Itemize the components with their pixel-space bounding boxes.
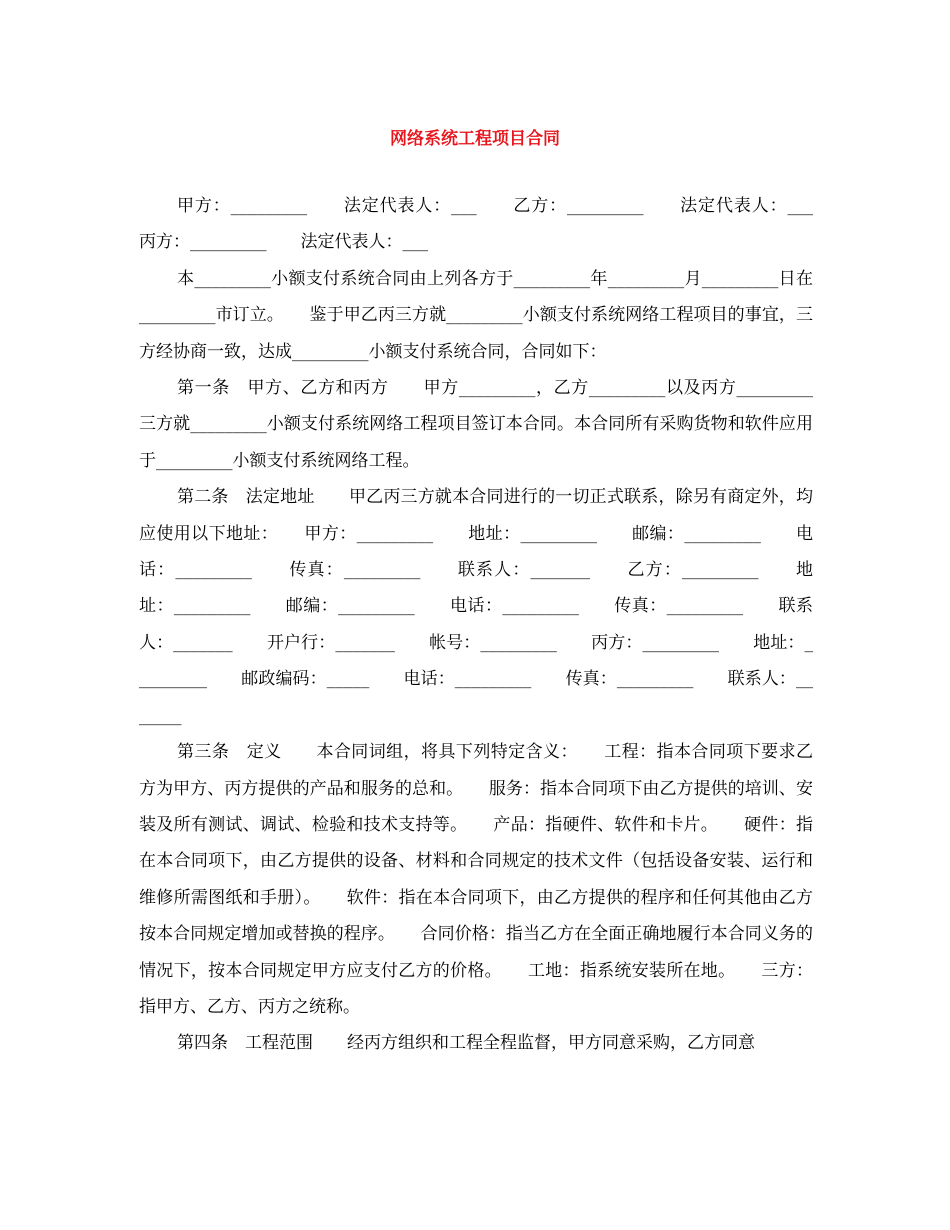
- document-title: 网络系统工程项目合同: [390, 129, 560, 149]
- paragraph-article-2: 第二条 法定地址 甲乙丙三方就本合同进行的一切正式联系，除另有商定外，均应使用以下地址： 甲方：_________ 地址：_________ 邮编：_________ 电话：_________ 传真：_________ 联系人：_______ 乙方：_________ 地址：_________ 邮编：_________ 电话：_________ 传真：_________ 联系人：_______ 开户行：_______ 帐号：_________ 丙方：_________ 地址：_________ 邮政编码：_____ 电话：_________ 传真：_________ 联系人：_______: [139, 487, 813, 726]
- paragraph-article-4: 第四条 工程范围 经丙方组织和工程全程监督，甲方同意采购，乙方同意: [177, 1033, 755, 1054]
- paragraph-parties: 甲方：_________ 法定代表人：___ 乙方：_________ 法定代表人：___ 丙方：_________ 法定代表人：___: [139, 196, 847, 253]
- paragraph-article-1: 第一条 甲方、乙方和丙方 甲方_________，乙方_________以及丙方_________三方就_________小额支付系统网络工程项目签订本合同。本合同所有采购货物和软件应用于_________小额支付系统网络工程。: [139, 378, 813, 471]
- paragraph-preamble: 本_________小额支付系统合同由上列各方于_________年_________月_________日在_________市订立。 鉴于甲乙丙三方就_________小额支付系统网络工程项目的事宜，三方经协商一致，达成_________小额支付系统合同，合同如下：: [139, 268, 813, 362]
- document-body: [139, 188, 847, 1062]
- paragraph-article-3: 第三条 定义 本合同词组，将具下列特定含义： 工程：指本合同项下要求乙方为甲方、丙方提供的产品和服务的总和。 服务：指本合同项下由乙方提供的培训、安装及所有测试、调试、检验和技术支持等。 产品：指硬件、软件和卡片。 硬件：指在本合同项下，由乙方提供的设备、材料和合同规定的技术文件（包括设备安装、运行和维修所需图纸和手册）。 软件：指在本合同项下，由乙方提供的程序和任何其他由乙方按本合同规定增加或替换的程序。 合同价格：指当乙方在全面正确地履行本合同义务的情况下，按本合同规定甲方应支付乙方的价格。 工地：指系统安装所在地。 三方：指甲方、乙方、丙方之统称。: [139, 742, 813, 1017]
